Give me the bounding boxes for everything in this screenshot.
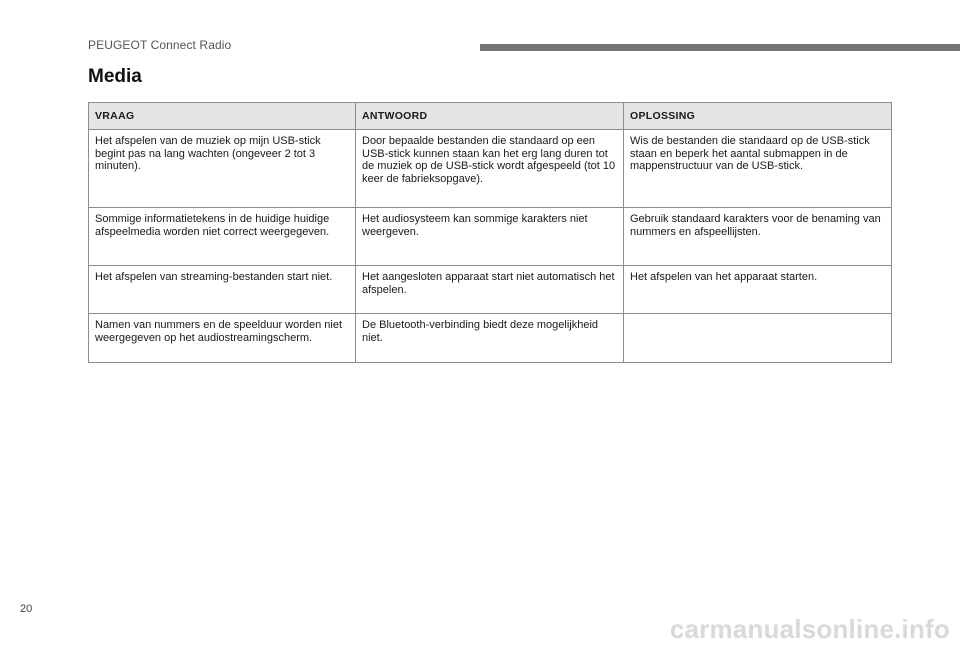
watermark: carmanualsonline.info bbox=[669, 614, 950, 644]
table-row bbox=[89, 266, 892, 314]
cell-oplossing: Gebruik standaard karakters voor de benaming van nummers en afspeellijsten. bbox=[624, 208, 892, 266]
column-header-antwoord: ANTWOORD bbox=[356, 103, 624, 130]
cell-vraag: Sommige informatietekens in de huidige huidige afspeelmedia worden niet correct weergegeven. bbox=[89, 208, 356, 266]
column-header-vraag: VRAAG bbox=[89, 103, 356, 130]
cell-oplossing: Het afspelen van het apparaat starten. bbox=[624, 266, 892, 314]
cell-antwoord: Het aangesloten apparaat start niet automatisch het afspelen. bbox=[356, 266, 624, 314]
cell-oplossing: Wis de bestanden die standaard op de USB-stick staan en beperk het aantal submappen in de mappenstructuur van de USB-stick. bbox=[624, 130, 892, 208]
table-header-row bbox=[89, 103, 892, 130]
cell-antwoord: De Bluetooth-verbinding biedt deze mogelijkheid niet. bbox=[356, 314, 624, 363]
running-header: PEUGEOT Connect Radio bbox=[88, 38, 232, 52]
table-row bbox=[89, 208, 892, 266]
cell-vraag: Namen van nummers en de speelduur worden niet weergegeven op het audiostreamingscherm. bbox=[89, 314, 356, 363]
cell-oplossing bbox=[624, 314, 892, 363]
cell-antwoord: Het audiosysteem kan sommige karakters niet weergeven. bbox=[356, 208, 624, 266]
page-number: 20 bbox=[20, 603, 33, 615]
table-row bbox=[89, 314, 892, 363]
faq-table bbox=[88, 102, 892, 363]
table-row bbox=[89, 130, 892, 208]
cell-antwoord: Door bepaalde bestanden die standaard op een USB-stick kunnen staan kan het erg lang duren tot de muziek op de USB-stick wordt afgespeeld (tot 10 keer de fabrieksopgave). bbox=[356, 130, 624, 208]
section-title: Media bbox=[88, 66, 142, 87]
cell-vraag: Het afspelen van streaming-bestanden start niet. bbox=[89, 266, 356, 314]
header-bar bbox=[480, 44, 960, 51]
cell-vraag: Het afspelen van de muziek op mijn USB-stick begint pas na lang wachten (ongeveer 2 tot 3 minuten). bbox=[89, 130, 356, 208]
column-header-oplossing: OPLOSSING bbox=[624, 103, 892, 130]
